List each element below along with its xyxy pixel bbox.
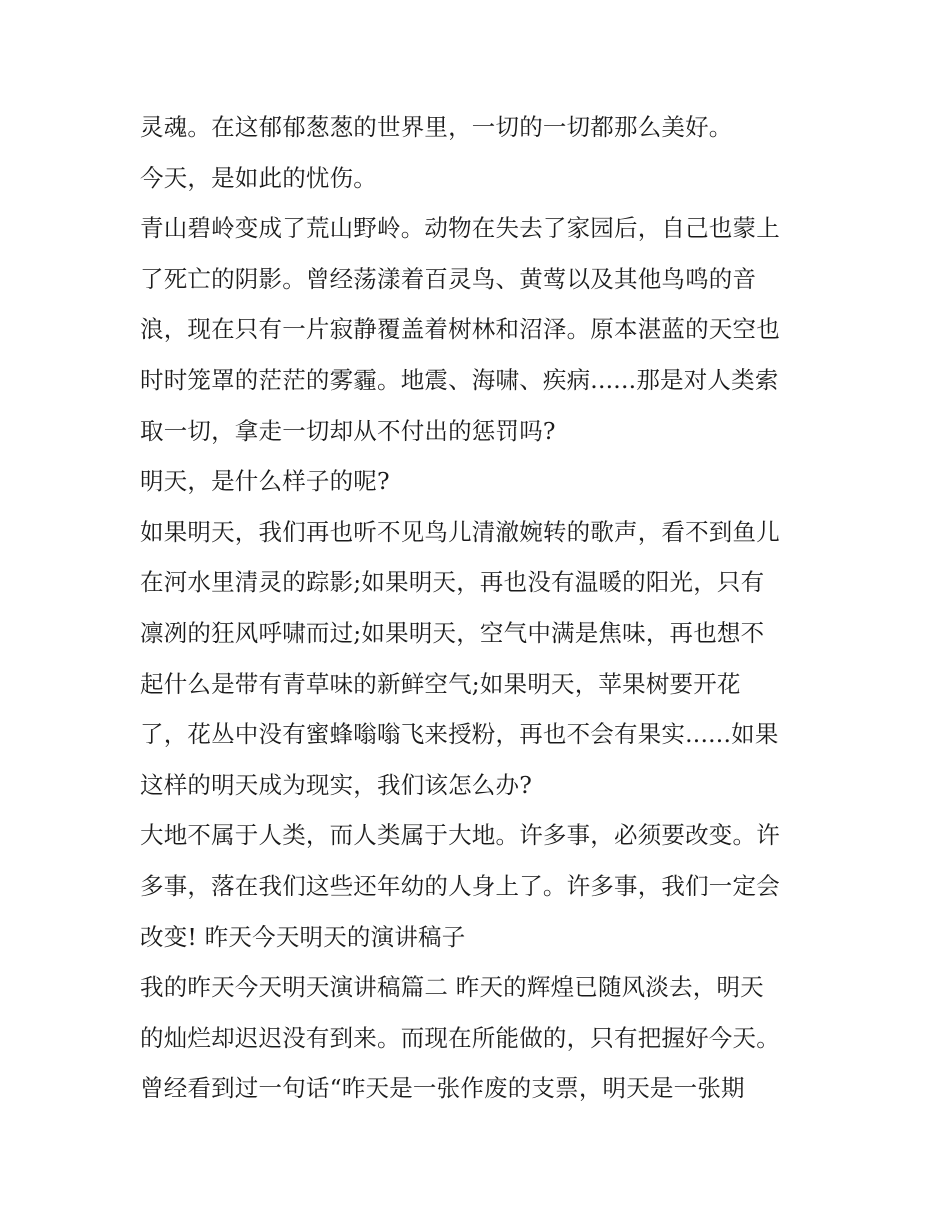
body-text xyxy=(140,102,830,1114)
text-line: 了死亡的阴影。曾经荡漾着百灵鸟、黄莺以及其他鸟鸣的音 xyxy=(140,264,757,293)
text-line: 了，花丛中没有蜜蜂嗡嗡飞来授粉，再也不会有果实......如果 xyxy=(140,720,779,749)
text-line: 今天，是如此的忧伤。 xyxy=(140,163,377,192)
text-line: 大地不属于人类，而人类属于大地。许多事，必须要改变。许 xyxy=(140,821,780,850)
text-line: 青山碧岭变成了荒山野岭。动物在失去了家园后，自己也蒙上 xyxy=(140,214,780,243)
text-line: 取一切，拿走一切却从不付出的惩罚吗? xyxy=(140,416,556,445)
text-line: 这样的明天成为现实，我们该怎么办? xyxy=(140,770,532,799)
text-line: 凛冽的狂风呼啸而过;如果明天，空气中满是焦味，再也想不 xyxy=(140,618,765,647)
text-line: 在河水里清灵的踪影;如果明天，再也没有温暖的阳光，只有 xyxy=(140,568,765,597)
text-line: 曾经看到过一句话“昨天是一张作废的支票，明天是一张期 xyxy=(140,1074,745,1103)
text-line: 如果明天，我们再也听不见鸟儿清澈婉转的歌声，看不到鱼儿 xyxy=(140,517,780,546)
text-line: 改变! 昨天今天明天的演讲稿子 xyxy=(140,922,466,951)
text-line: 我的昨天今天明天演讲稿篇二 昨天的辉煌已随风淡去，明天 xyxy=(140,973,764,1002)
text-line: 明天，是什么样子的呢? xyxy=(140,467,390,496)
text-line: 起什么是带有青草味的新鲜空气;如果明天，苹果树要开花 xyxy=(140,669,741,698)
text-line: 多事，落在我们这些还年幼的人身上了。许多事，我们一定会 xyxy=(140,871,780,900)
text-line: 的灿烂却迟迟没有到来。而现在所能做的，只有把握好今天。 xyxy=(140,1023,780,1052)
text-line: 时时笼罩的茫茫的雾霾。地震、海啸、疾病......那是对人类索 xyxy=(140,365,779,394)
text-line: 浪，现在只有一片寂静覆盖着树林和沼泽。原本湛蓝的天空也 xyxy=(140,315,780,344)
text-line: 灵魂。在这郁郁葱葱的世界里，一切的一切都那么美好。 xyxy=(140,113,733,141)
